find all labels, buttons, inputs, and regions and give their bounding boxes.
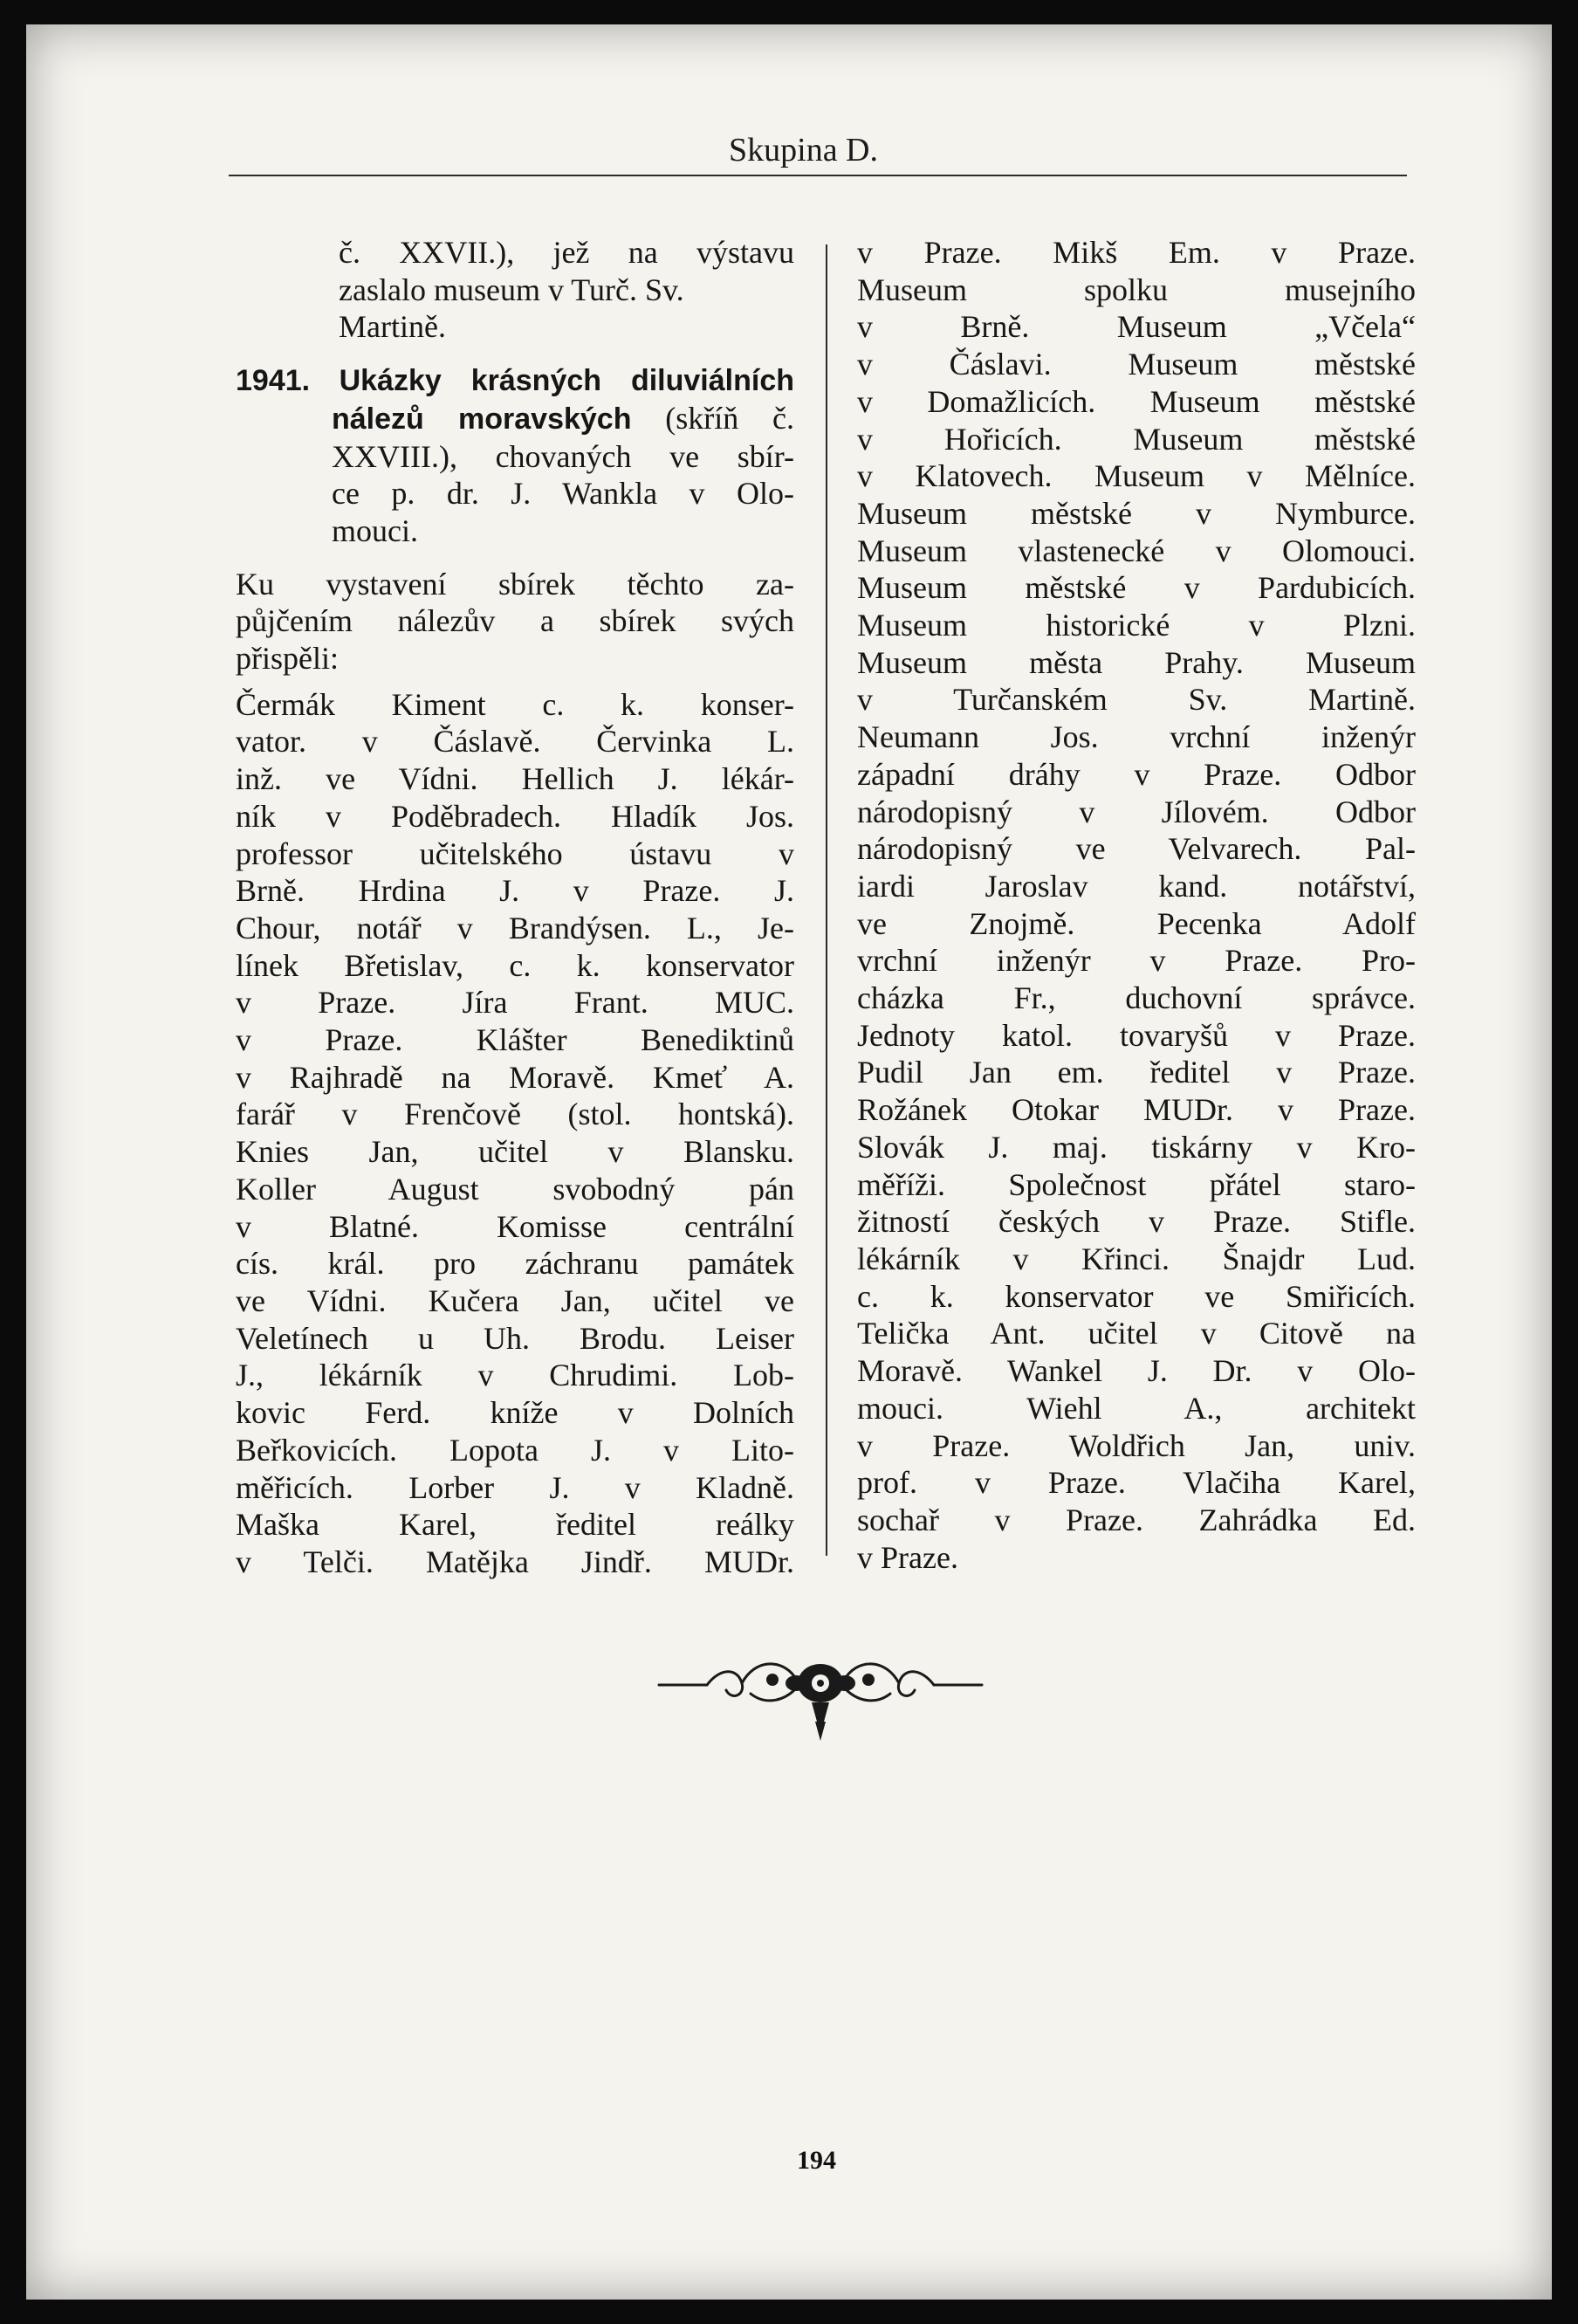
- running-header: Skupina D.: [729, 132, 878, 168]
- book-page: [26, 24, 1552, 2300]
- text-line: inž. ve Vídni. Hellich J. lékár-: [236, 761, 794, 797]
- text-line: Chour, notář v Brandýsen. L., Je-: [236, 910, 794, 945]
- text-line: půjčením nálezův a sbírek svých: [236, 603, 794, 639]
- text-line: Slovák J. maj. tiskárny v Kro-: [857, 1129, 1416, 1165]
- right-column: [857, 234, 1416, 1576]
- text-line: v Klatovech. Museum v Mělníce.: [857, 458, 1416, 494]
- text-line: Veletínech u Uh. Brodu. Leiser: [236, 1320, 794, 1356]
- text-line: c. k. konservator ve Smiřicích.: [857, 1278, 1416, 1314]
- text-line: Martině.: [339, 309, 446, 345]
- text-line: v Praze. Mikš Em. v Praze.: [857, 235, 1416, 270]
- intro-text: [236, 234, 794, 346]
- text-line: prof. v Praze. Vlačiha Karel,: [857, 1465, 1416, 1501]
- text-line: národopisný ve Velvarech. Pal-: [857, 831, 1416, 867]
- text-line: kovic Ferd. kníže v Dolních: [236, 1395, 794, 1431]
- header-rule: [229, 175, 1407, 176]
- text-line: Moravě. Wankel J. Dr. v Olo-: [857, 1353, 1416, 1389]
- text-line: sochař v Praze. Zahrádka Ed.: [857, 1502, 1416, 1537]
- text-line: cházka Fr., duchovní správce.: [857, 980, 1416, 1016]
- text-line: Čermák Kiment c. k. konser-: [236, 686, 794, 722]
- text-line: XXVIII.), chovaných ve sbír-: [332, 438, 794, 474]
- text-line: professor učitelského ústavu v: [236, 835, 794, 871]
- entry-number: 1941.: [236, 364, 311, 398]
- text-line: měříži. Společnost přátel staro-: [857, 1166, 1416, 1202]
- text-line: ve Znojmě. Pecenka Adolf: [857, 905, 1416, 941]
- text-line: v Brně. Museum „Včela“: [857, 309, 1416, 345]
- text-line: Museum městské v Pardubicích.: [857, 570, 1416, 606]
- text-line: Beřkovicích. Lopota J. v Lito-: [236, 1432, 794, 1468]
- text-line: farář v Frenčově (stol. hontská).: [236, 1097, 794, 1132]
- text-line: ce p. dr. J. Wankla v Olo-: [332, 476, 794, 512]
- catalog-entry: [236, 361, 794, 550]
- text-line: línek Břetislav, c. k. konservator: [236, 947, 794, 983]
- text-line: v Turčanském Sv. Martině.: [857, 682, 1416, 718]
- text-line: Museum městské v Nymburce.: [857, 495, 1416, 531]
- text-line: v Telči. Matějka Jindř. MUDr.: [236, 1544, 794, 1579]
- text-line: v Praze. Woldřich Jan, univ.: [857, 1427, 1416, 1463]
- text-line: žitností českých v Praze. Stifle.: [857, 1204, 1416, 1240]
- text-line: mouci. Wiehl A., architekt: [857, 1390, 1416, 1426]
- text-line: vrchní inženýr v Praze. Pro-: [857, 943, 1416, 979]
- text-line: ve Vídni. Kučera Jan, učitel ve: [236, 1282, 794, 1318]
- text-line: mouci.: [332, 512, 418, 548]
- text-line: v Praze. Klášter Benediktinů: [236, 1022, 794, 1058]
- entry-title-rest: (skříň č.: [665, 400, 795, 436]
- text-line: Brně. Hrdina J. v Praze. J.: [236, 873, 794, 909]
- text-line: přispěli:: [236, 641, 339, 677]
- text-line: Museum vlastenecké v Olomouci.: [857, 533, 1416, 568]
- column-divider: [826, 244, 827, 1556]
- text-line: západní dráhy v Praze. Odbor: [857, 756, 1416, 792]
- contributors-intro: [236, 566, 794, 677]
- text-line: Ku vystavení sbírek těchto za-: [236, 566, 794, 602]
- entry-title-bold: nálezů moravských: [332, 402, 632, 436]
- text-line: národopisný v Jílovém. Odbor: [857, 794, 1416, 829]
- decorative-floral-ornament-icon: [655, 1650, 986, 1755]
- text-line: Pudil Jan em. ředitel v Praze.: [857, 1055, 1416, 1090]
- text-line: č. XXVII.), jež na výstavu: [339, 235, 794, 270]
- text-line: Jednoty katol. tovaryšů v Praze.: [857, 1017, 1416, 1053]
- text-line: v Praze. Jíra Frant. MUC.: [236, 985, 794, 1021]
- contributors-list-left: [236, 686, 794, 1581]
- text-line: Museum spolku musejního: [857, 272, 1416, 307]
- text-line: Telička Ant. učitel v Citově na: [857, 1316, 1416, 1351]
- left-column: [236, 234, 794, 1581]
- text-line: Rožánek Otokar MUDr. v Praze.: [857, 1092, 1416, 1128]
- text-line: ník v Poděbradech. Hladík Jos.: [236, 798, 794, 834]
- text-line: v Rajhradě na Moravě. Kmeť A.: [236, 1059, 794, 1095]
- text-line: lékárník v Křinci. Šnajdr Lud.: [857, 1241, 1416, 1276]
- text-line: iardi Jaroslav kand. notářství,: [857, 868, 1416, 904]
- text-line: v Praze.: [857, 1539, 958, 1575]
- text-line: v Hořicích. Museum městské: [857, 421, 1416, 457]
- text-line: Maška Karel, ředitel reálky: [236, 1507, 794, 1543]
- text-line: Knies Jan, učitel v Blansku.: [236, 1134, 794, 1170]
- text-line: zaslalo museum v Turč. Sv.: [339, 272, 684, 307]
- text-line: měřicích. Lorber J. v Kladně.: [236, 1469, 794, 1505]
- text-line: vator. v Čáslavě. Červinka L.: [236, 724, 794, 760]
- text-line: Neumann Jos. vrchní inženýr: [857, 719, 1416, 755]
- text-line: Museum historické v Plzni.: [857, 608, 1416, 643]
- text-line: v Domažlicích. Museum městské: [857, 383, 1416, 419]
- text-line: cís. král. pro záchranu památek: [236, 1246, 794, 1282]
- text-line: v Blatné. Komisse centrální: [236, 1208, 794, 1244]
- text-line: Museum města Prahy. Museum: [857, 644, 1416, 680]
- text-line: v Čáslavi. Museum městské: [857, 347, 1416, 382]
- entry-title: Ukázky krásných diluviálních: [339, 364, 795, 398]
- text-line: J., lékárník v Chrudimi. Lob-: [236, 1358, 794, 1393]
- page-number: 194: [797, 2146, 836, 2175]
- text-line: Koller August svobodný pán: [236, 1171, 794, 1207]
